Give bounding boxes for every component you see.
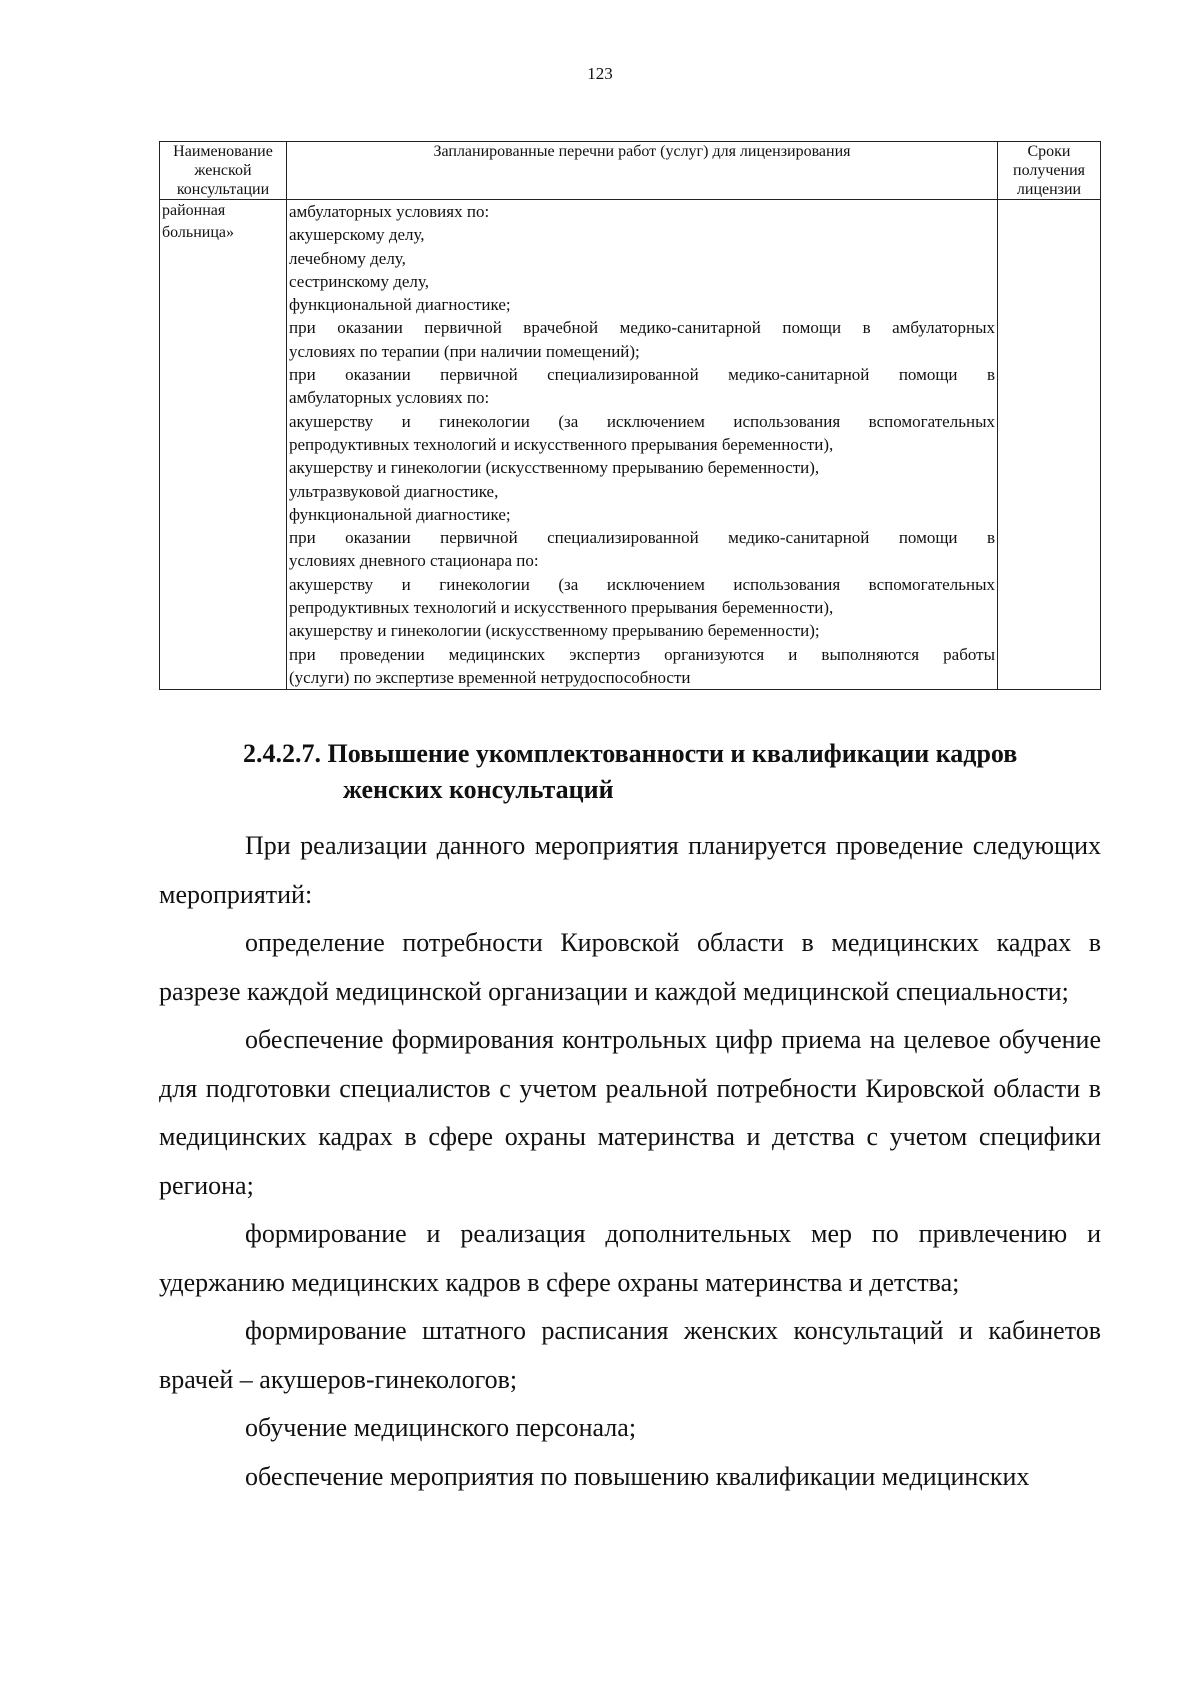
paragraph: формирование штатного расписания женских консультаций и кабинетов врачей – акушеров-гинекологов; bbox=[159, 1316, 1101, 1394]
work-line: при оказании первичной специализированной медико-санитарной помощи в bbox=[289, 528, 995, 548]
table-header-row bbox=[160, 142, 1101, 200]
work-line: репродуктивных технологий и искусственного прерывания беременности), bbox=[289, 434, 834, 454]
section-heading-line1: 2.4.2.7. Повышение укомплектованности и квалификации кадров bbox=[243, 739, 1018, 768]
paragraph: формирование и реализация дополнительных мер по привлечению и удержанию медицинских кадров в сфере охраны материнства и детства; bbox=[159, 1219, 1101, 1297]
work-line: условиях дневного стационара по: bbox=[289, 551, 539, 571]
work-line: репродуктивных технологий и искусственного прерывания беременности), bbox=[289, 598, 834, 618]
work-line: амбулаторных условиях по: bbox=[289, 388, 490, 408]
license-terms-cell bbox=[998, 200, 1101, 690]
work-line: при оказании первичной специализированной медико-санитарной помощи в bbox=[289, 365, 995, 385]
paragraph: При реализации данного мероприятия планируется проведение следующих мероприятий: bbox=[159, 831, 1101, 909]
work-line: функциональной диагностике; bbox=[289, 504, 511, 524]
work-line: при проведении медицинских экспертиз организуются и выполняются работы bbox=[289, 644, 995, 664]
header-license-terms: Сроки получения лицензии bbox=[998, 142, 1101, 200]
table-row bbox=[160, 200, 1101, 690]
planned-works-cell bbox=[287, 200, 998, 690]
section-heading-line2: женских консультаций bbox=[343, 775, 614, 804]
work-line: сестринскому делу, bbox=[289, 271, 429, 291]
body-text bbox=[159, 822, 1101, 1501]
work-line: акушерству и гинекологии (за исключением использования вспомогательных bbox=[289, 411, 995, 431]
work-line: функциональной диагностике; bbox=[289, 295, 511, 315]
licensing-table bbox=[159, 141, 1101, 690]
header-consultation-name: Наименование женской консультации bbox=[160, 142, 287, 200]
work-line: акушерскому делу, bbox=[289, 225, 425, 245]
paragraph: определение потребности Кировской области в медицинских кадрах в разрезе каждой медицинской организации и каждой медицинской специальности; bbox=[159, 928, 1101, 1006]
paragraph: обучение медицинского персонала; bbox=[245, 1413, 637, 1442]
section-heading bbox=[243, 736, 1103, 808]
work-line: при оказании первичной врачебной медико-санитарной помощи в амбулаторных bbox=[289, 318, 995, 338]
consultation-name-cell: районная больница» bbox=[160, 200, 287, 690]
work-line: акушерству и гинекологии (искусственному прерыванию беременности), bbox=[289, 458, 820, 478]
page-number: 123 bbox=[587, 64, 613, 83]
work-line: ультразвуковой диагностике, bbox=[289, 481, 499, 501]
work-line: лечебному делу, bbox=[289, 248, 406, 268]
work-line: условиях по терапии (при наличии помещений); bbox=[289, 341, 640, 361]
work-line: акушерству и гинекологии (искусственному прерыванию беременности); bbox=[289, 621, 820, 641]
header-planned-works: Запланированные перечни работ (услуг) для лицензирования bbox=[287, 142, 998, 200]
work-line: амбулаторных условиях по: bbox=[289, 202, 490, 221]
paragraph: обеспечение формирования контрольных цифр приема на целевое обучение для подготовки специалистов с учетом реальной потребности Кировской области в медицинских кадрах в сфере охраны материнства и детства с учетом специфики региона; bbox=[159, 1025, 1101, 1200]
paragraph: обеспечение мероприятия по повышению квалификации медицинских bbox=[245, 1461, 1030, 1491]
work-line: (услуги) по экспертизе временной нетрудоспособности bbox=[289, 667, 691, 687]
work-line: акушерству и гинекологии (за исключением использования вспомогательных bbox=[289, 574, 995, 594]
